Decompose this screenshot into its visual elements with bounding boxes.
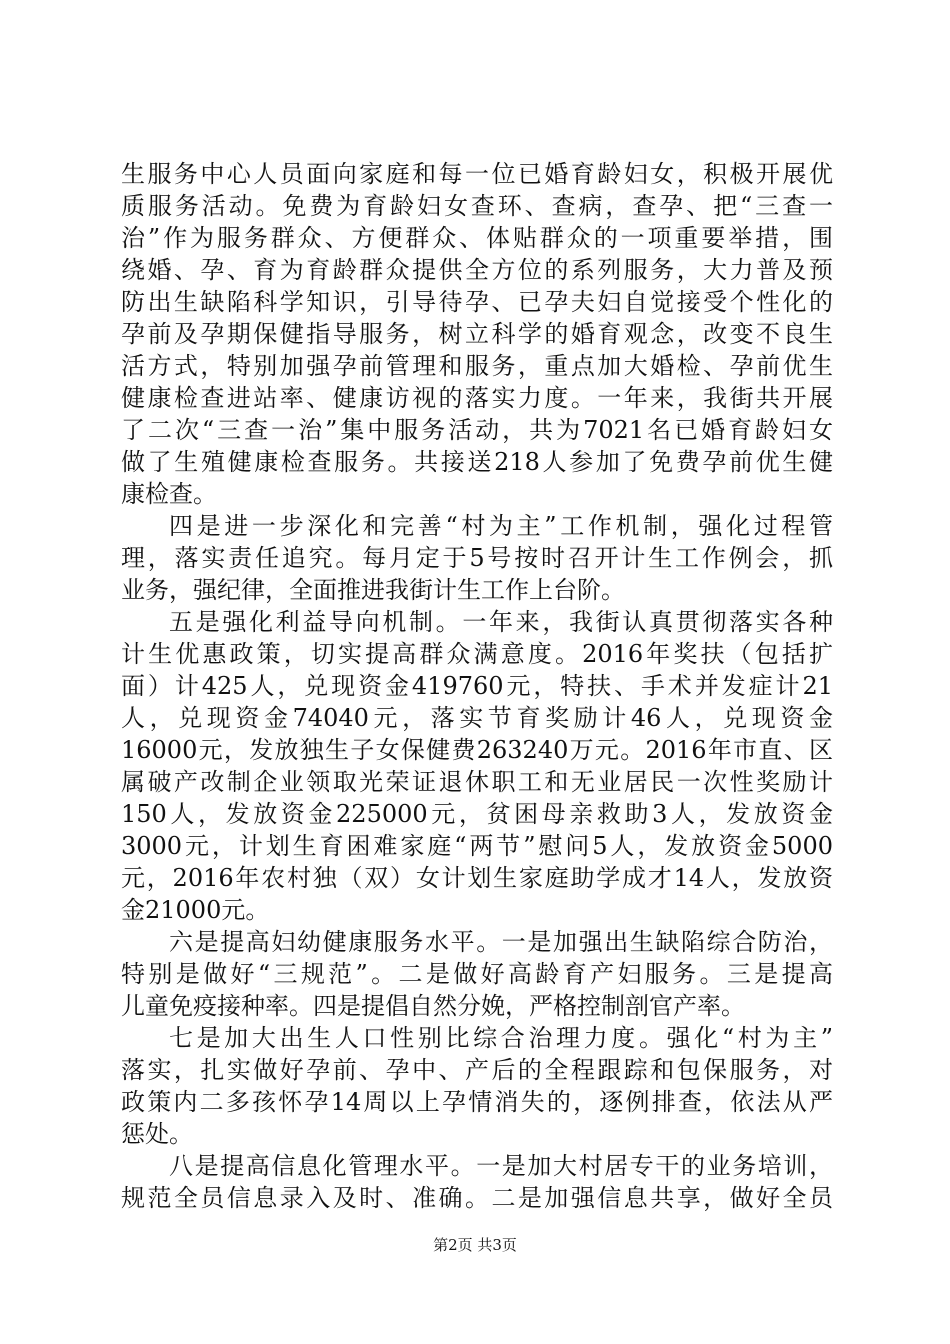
text-line: 八是提高信息化管理水平。一是加大村居专干的业务培训， — [169, 1152, 833, 1180]
text-line: 治”作为服务群众、方便群众、体贴群众的一项重要举措，围 — [121, 224, 833, 252]
page-footer: 第2页 共3页 — [433, 1236, 517, 1254]
text-line: 属破产改制企业领取光荣证退休职工和无业居民一次性奖励计 — [121, 768, 833, 796]
text-line: 活方式，特别加强孕前管理和服务，重点加大婚检、孕前优生 — [121, 352, 833, 380]
text-line: 惩处。 — [121, 1120, 193, 1148]
text-line: 防出生缺陷科学知识，引导待孕、已孕夫妇自觉接受个性化的 — [121, 288, 833, 316]
document-body — [121, 158, 833, 1214]
text-line: 了二次“三查一治”集中服务活动，共为7021名已婚育龄妇女 — [121, 416, 833, 444]
text-line: 孕前及孕期保健指导服务，树立科学的婚育观念，改变不良生 — [121, 320, 833, 348]
text-line: 做了生殖健康检查服务。共接送218人参加了免费孕前优生健 — [121, 448, 833, 476]
text-line: 政策内二多孩怀孕14周以上孕情消失的，逐例排查，依法从严 — [121, 1088, 833, 1116]
text-line: 面）计425人，兑现资金419760元，特扶、手术并发症计21 — [121, 672, 833, 700]
text-line: 规范全员信息录入及时、准确。二是加强信息共享，做好全员 — [121, 1184, 833, 1212]
text-line: 健康检查进站率、健康访视的落实力度。一年来，我街共开展 — [121, 384, 833, 412]
text-line: 落实，扎实做好孕前、孕中、产后的全程跟踪和包保服务，对 — [121, 1056, 833, 1084]
text-line: 生服务中心人员面向家庭和每一位已婚育龄妇女，积极开展优 — [121, 160, 833, 188]
text-line: 16000元，发放独生子女保健费263240万元。2016年市直、区 — [121, 736, 833, 764]
text-line: 康检查。 — [121, 480, 217, 508]
text-line: 3000元，计划生育困难家庭“两节”慰问5人，发放资金5000 — [121, 832, 833, 860]
text-line: 四是进一步深化和完善“村为主”工作机制，强化过程管 — [169, 512, 833, 540]
text-line: 元，2016年农村独（双）女计划生家庭助学成才14人，发放资 — [121, 864, 833, 892]
text-line: 绕婚、孕、育为育龄群众提供全方位的系列服务，大力普及预 — [121, 256, 833, 284]
text-line: 理，落实责任追究。每月定于5号按时召开计生工作例会，抓 — [121, 544, 833, 572]
text-line: 六是提高妇幼健康服务水平。一是加强出生缺陷综合防治， — [169, 928, 833, 956]
text-line: 金21000元。 — [121, 896, 270, 924]
text-line: 五是强化利益导向机制。一年来，我街认真贯彻落实各种 — [169, 608, 833, 636]
text-line: 计生优惠政策，切实提高群众满意度。2016年奖扶（包括扩 — [121, 640, 833, 668]
text-line: 业务，强纪律，全面推进我街计生工作上台阶。 — [121, 576, 625, 604]
text-line: 质服务活动。免费为育龄妇女查环、查病，查孕、把“三查一 — [121, 192, 833, 220]
text-line: 七是加大出生人口性别比综合治理力度。强化“村为主” — [169, 1024, 833, 1052]
text-line: 特别是做好“三规范”。二是做好高龄育产妇服务。三是提高 — [121, 960, 833, 988]
text-line: 儿童免疫接种率。四是提倡自然分娩，严格控制剖官产率。 — [121, 992, 745, 1020]
text-line: 150人，发放资金225000元，贫困母亲救助3人，发放资金 — [121, 800, 833, 828]
text-line: 人，兑现资金74040元，落实节育奖励计46人，兑现资金 — [121, 704, 833, 732]
